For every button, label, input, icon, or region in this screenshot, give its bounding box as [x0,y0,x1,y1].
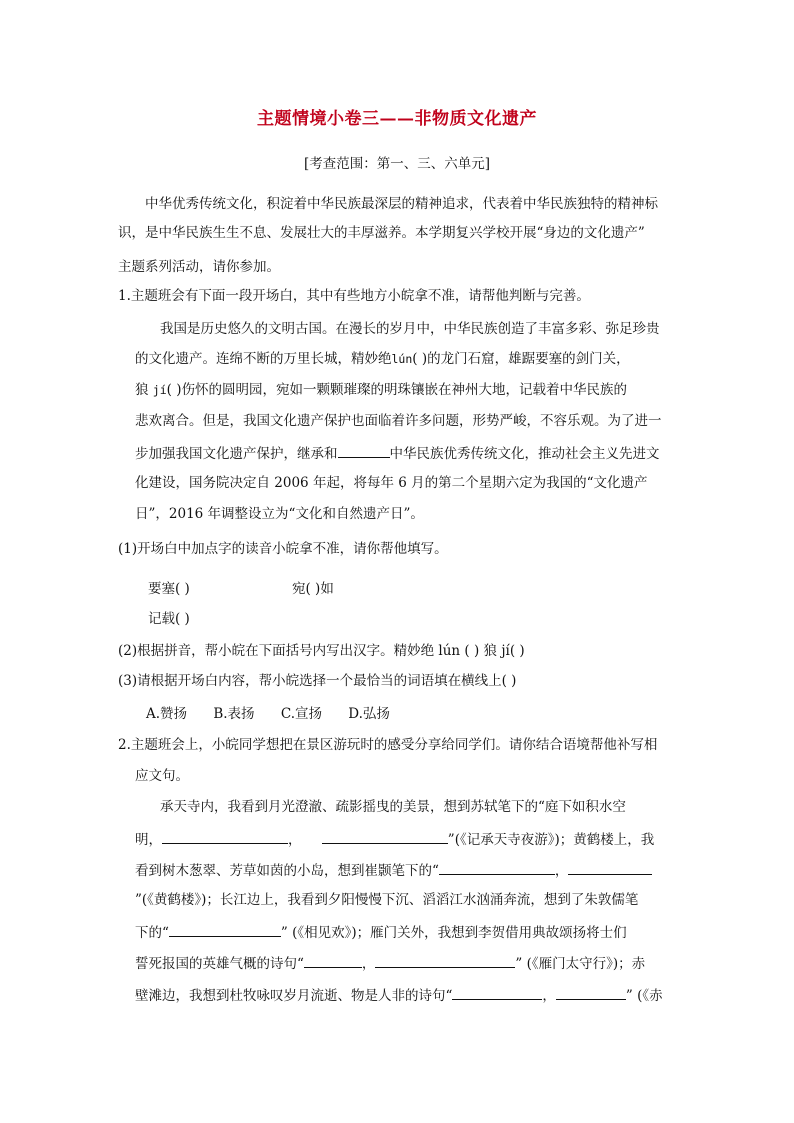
passage-line-3: 狼 jí( )伤怀的圆明园，宛如一颗颗璀璨的明珠镶嵌在神州大地，记载着中华民族的 [135,382,627,398]
option-c[interactable]: C.宣扬 [280,706,322,722]
passage-line-6: 化建设，国务院决定自 2006 年起，将每年 6 月的第二个星期六定为我国的“文化遗产 [135,475,648,491]
answer-jizai: 记载( ) [148,611,190,627]
question-2-stem: 2.主题班会上，小皖同学想把在景区游玩时的感受分享给同学们。请你结合语境帮他补写相 [118,737,658,753]
sub-question-2: (2)根据拼音，帮小皖在下面括号内写出汉字。精妙绝 lún ( ) 狼 jí( ) [118,643,525,659]
page-title: 主题情境小卷三——非物质文化遗产 [257,109,537,129]
q2-line-3: 看到树木葱翠、芳草如茵的小岛，想到崔颢笔下的“ ， [135,860,652,880]
passage-line-2: 的文化遗产。连绵不断的万里长城，精妙绝lún( )的龙门石窟，雄踞要塞的剑门关， [135,351,630,367]
intro-line-1: 中华优秀传统文化，积淀着中华民族最深层的精神追求，代表着中华民族独特的精神标 [145,196,658,212]
answer-blank[interactable] [439,860,555,875]
passage-line-4: 悲欢离合。但是，我国文化遗产保护也面临着许多问题，形势严峻，不容乐观。为了进一 [135,413,662,429]
question-2-stem-cont: 应文句。 [135,768,189,784]
passage-line-7: 日”，2016 年调整设立为“文化和自然遗产日”。 [135,506,424,522]
answer-blank[interactable] [338,443,390,458]
option-b[interactable]: B.表扬 [213,706,255,722]
q2-line-1: 承天寺内，我看到月光澄澈、疏影摇曳的美景，想到苏轼笔下的“庭下如积水空 [160,799,626,815]
pinyin-ji: jí [152,383,167,397]
q2-line-2: 明， ， ”(《记承天寺夜游》)；黄鹤楼上，我 [135,829,654,849]
answer-blank[interactable] [169,922,281,937]
q2-line-5: 下的“ ” (《相见欢》)；雁门关外，我想到李贺借用典故颂扬将士们 [135,922,627,942]
answer-blank[interactable] [304,953,362,968]
pinyin-lun: lún [391,352,413,366]
sub-question-3: (3)请根据开场白内容，帮小皖选择一个最恰当的词语填在横线上( ) [118,673,517,689]
q2-line-4: ”(《黄鹤楼》)；长江边上，我看到夕阳慢慢下沉、滔滔江水汹涌奔流，想到了朱敦儒笔 [135,892,639,908]
answer-blank[interactable] [375,953,515,968]
intro-line-2: 识，是中华民族生生不息、发展壮大的丰厚滋养。本学期复兴学校开展“身边的文化遗产” [118,225,645,241]
intro-line-3: 主题系列活动，请你参加。 [118,259,280,275]
option-a[interactable]: A.赞扬 [146,706,188,722]
q2-line-7: 壁滩边，我想到杜牧咏叹岁月流逝、物是人非的诗句“ ， ” (《赤 [135,985,663,1005]
answer-yaosai: 要塞( ) [148,581,190,597]
q2-line-6: 誓死报国的英雄气概的诗句“ ， ” (《雁门太守行》)；赤 [135,953,645,973]
passage-line-5: 步加强我国文化遗产保护，继承和 中华民族优秀传统文化，推动社会主义先进文 [135,443,660,463]
answer-blank[interactable] [452,985,542,1000]
exam-scope: [考查范围：第一、三、六单元] [303,156,491,172]
passage-line-1: 我国是历史悠久的文明古国。在漫长的岁月中，中华民族创造了丰富多彩、弥足珍贵 [160,321,660,337]
answer-blank[interactable] [556,985,626,1000]
answer-blank[interactable] [568,860,652,875]
options-row [146,705,412,723]
answer-blank[interactable] [322,829,448,844]
sub-question-1: (1)开场白中加点字的读音小皖拿不准，请你帮他填写。 [118,541,448,557]
answer-wanru: 宛( )如 [292,581,334,597]
option-d[interactable]: D.弘扬 [348,706,390,722]
question-1-stem: 1.主题班会有下面一段开场白，其中有些地方小皖拿不准，请帮他判断与完善。 [118,288,590,304]
answer-blank[interactable] [162,829,288,844]
